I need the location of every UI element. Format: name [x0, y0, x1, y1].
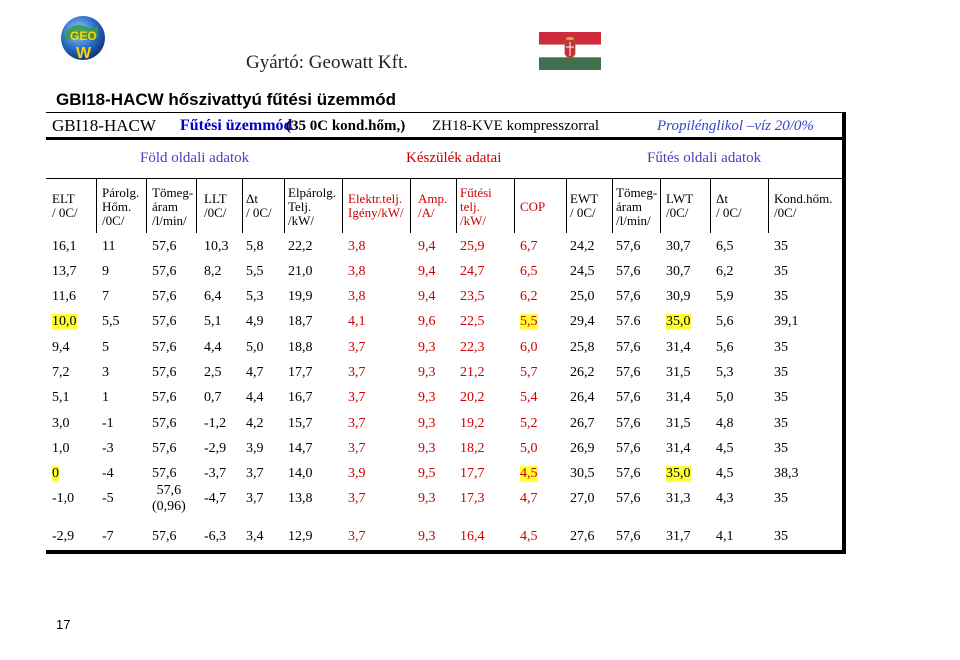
table-cell: 35 [774, 289, 788, 304]
table-cell: 9,5 [418, 466, 436, 481]
table-cell: 57,6 [152, 239, 177, 254]
table-cell: 57,6 (0,96) [152, 483, 186, 514]
table-cell: 17,7 [460, 466, 485, 481]
table-row [46, 483, 846, 514]
column-header: LWT /0C/ [666, 191, 694, 220]
table-cell: 9,3 [418, 390, 436, 405]
table-cell: 35 [774, 491, 788, 506]
table-cell: 19,9 [288, 289, 313, 304]
column-divider [768, 178, 769, 233]
table-cell: 9,3 [418, 441, 436, 456]
table-cell: 9,4 [418, 289, 436, 304]
table-cell: 5,7 [520, 365, 538, 380]
table-cell: 19,2 [460, 416, 485, 431]
table-header-bar [46, 112, 842, 140]
table-cell: 35 [774, 340, 788, 355]
condition-label: (35 0C kond.hőm,) [286, 118, 406, 134]
table-cell: 16,1 [52, 239, 77, 254]
table-cell: 57,6 [616, 416, 641, 431]
table-cell: 5,5 [520, 314, 538, 329]
mode-label: Fűtési üzemmód [180, 117, 293, 134]
table-cell: 30,5 [570, 466, 595, 481]
table-cell: 35 [774, 441, 788, 456]
table-cell: 6,2 [716, 264, 734, 279]
table-cell: 30,9 [666, 289, 691, 304]
table-cell: 57,6 [616, 491, 641, 506]
table-cell: -6,3 [204, 529, 227, 544]
table-cell: 57,6 [152, 314, 177, 329]
table-row [46, 308, 846, 333]
table-cell: 57,6 [616, 264, 641, 279]
table-cell: 39,1 [774, 314, 799, 329]
table-cell: 20,2 [460, 390, 485, 405]
table-row [46, 334, 846, 359]
table-cell: -4 [102, 466, 114, 481]
table-cell: 3,7 [246, 491, 264, 506]
table-cell: 9,4 [52, 340, 70, 355]
table-cell: 16,7 [288, 390, 313, 405]
table-cell: 4,1 [348, 314, 366, 329]
table-cell: 26,4 [570, 390, 595, 405]
column-header: Δt / 0C/ [246, 191, 272, 220]
table-cell: -1,0 [52, 491, 75, 506]
table-cell: 14,0 [288, 466, 313, 481]
table-cell: 24,7 [460, 264, 485, 279]
table-cell: 3,8 [348, 239, 366, 254]
column-header: Kond.hőm. /0C/ [774, 191, 833, 220]
manufacturer-text: Gyártó: Geowatt Kft. [246, 52, 408, 73]
table-cell: 3,7 [348, 390, 366, 405]
column-header: ELT / 0C/ [52, 191, 78, 220]
table-cell: 22,2 [288, 239, 313, 254]
table-row [46, 283, 846, 308]
table-cell: 9,3 [418, 340, 436, 355]
table-cell: 23,5 [460, 289, 485, 304]
table-cell: 26,9 [570, 441, 595, 456]
table-row [46, 460, 846, 485]
table-cell: 5,0 [716, 390, 734, 405]
table-cell: 5,4 [520, 390, 538, 405]
table-cell: 6,7 [520, 239, 538, 254]
table-cell: 4,2 [246, 416, 264, 431]
table-cell: 30,7 [666, 239, 691, 254]
table-cell: 6,0 [520, 340, 538, 355]
table-cell: 4,4 [246, 390, 264, 405]
column-header: Elektr.telj. Igény/kW/ [348, 191, 404, 220]
table-row [46, 258, 846, 283]
table-cell: 7 [102, 289, 109, 304]
table-cell: 27,6 [570, 529, 595, 544]
table-cell: 25,9 [460, 239, 485, 254]
table-cell: 9,6 [418, 314, 436, 329]
column-divider [710, 178, 711, 233]
table-cell: 57,6 [616, 289, 641, 304]
table-cell: 57,6 [152, 390, 177, 405]
table-cell: 57,6 [616, 466, 641, 481]
table-cell: 35 [774, 416, 788, 431]
table-cell: 35 [774, 529, 788, 544]
table-cell: -1,2 [204, 416, 227, 431]
column-divider [342, 178, 343, 233]
table-cell: 57,6 [616, 239, 641, 254]
table-row [46, 384, 846, 409]
table-cell: -3 [102, 441, 114, 456]
table-row [46, 233, 846, 258]
table-cell: 4,9 [246, 314, 264, 329]
table-cell: 4,5 [520, 466, 538, 481]
column-header: Amp. /A/ [418, 191, 448, 220]
table-cell: 3,9 [246, 441, 264, 456]
column-header: Fűtési telj. /kW/ [460, 185, 492, 228]
table-cell: 6,2 [520, 289, 538, 304]
table-cell: 3,7 [348, 529, 366, 544]
table-cell: 5,5 [102, 314, 120, 329]
table-cell: 3,9 [348, 466, 366, 481]
column-divider [456, 178, 457, 233]
column-divider [514, 178, 515, 233]
table-cell: 30,7 [666, 264, 691, 279]
table-cell: 3,7 [348, 365, 366, 380]
table-cell: 5,3 [246, 289, 264, 304]
table-cell: 24,5 [570, 264, 595, 279]
table-cell: 31,3 [666, 491, 691, 506]
table-cell: 12,9 [288, 529, 313, 544]
table-cell: 57,6 [616, 340, 641, 355]
table-cell: 35 [774, 239, 788, 254]
table-cell: 26,7 [570, 416, 595, 431]
table-cell: 5,6 [716, 340, 734, 355]
column-header: EWT / 0C/ [570, 191, 599, 220]
table-cell: 31,4 [666, 441, 691, 456]
table-cell: 4,8 [716, 416, 734, 431]
table-cell: 31,5 [666, 365, 691, 380]
table-cell: 14,7 [288, 441, 313, 456]
table-cell: 25,0 [570, 289, 595, 304]
hungarian-flag-icon [539, 32, 601, 70]
document-title: GBI18-HACW hőszivattyú fűtési üzemmód [56, 90, 397, 109]
table-cell: 1,0 [52, 441, 70, 456]
table-cell: 9 [102, 264, 109, 279]
table-cell: 57.6 [616, 314, 641, 329]
column-header: Tömeg- áram /l/min/ [616, 185, 658, 228]
table-cell: 9,3 [418, 416, 436, 431]
table-cell: 57,6 [616, 390, 641, 405]
table-cell: 3,7 [348, 491, 366, 506]
table-cell: 27,0 [570, 491, 595, 506]
table-cell: 57,6 [152, 365, 177, 380]
table-cell: 5,0 [246, 340, 264, 355]
table-cell: 57,6 [152, 529, 177, 544]
table-cell: 5,9 [716, 289, 734, 304]
table-cell: 8,2 [204, 264, 222, 279]
column-header: COP [520, 199, 546, 214]
column-header: LLT /0C/ [204, 191, 227, 220]
table-cell: 57,6 [152, 441, 177, 456]
table-cell: 10,3 [204, 239, 229, 254]
table-cell: 0,7 [204, 390, 222, 405]
table-cell: 35,0 [666, 314, 691, 329]
table-cell: 57,6 [616, 529, 641, 544]
column-header: Elpárolg. Telj. /kW/ [288, 185, 337, 228]
table-cell: -1 [102, 416, 114, 431]
table-cell: 4,1 [716, 529, 734, 544]
table-cell: 22,5 [460, 314, 485, 329]
column-divider [566, 178, 567, 233]
table-cell: 3,4 [246, 529, 264, 544]
table-cell: 3,7 [348, 441, 366, 456]
compressor-label: ZH18-KVE kompresszorral [432, 118, 600, 134]
table-cell: 5,1 [204, 314, 222, 329]
column-divider [410, 178, 411, 233]
table-cell: 1 [102, 390, 109, 405]
section-ground-side: Föld oldali adatok [140, 150, 250, 166]
section-unit-data: Készülék adatai [406, 150, 502, 166]
table-cell: 35,0 [666, 466, 691, 481]
table-cell: 18,2 [460, 441, 485, 456]
section-heating-side: Fűtés oldali adatok [647, 150, 762, 166]
table-cell: 3 [102, 365, 109, 380]
table-cell: 18,7 [288, 314, 313, 329]
table-cell: 26,2 [570, 365, 595, 380]
table-cell: 5,1 [52, 390, 70, 405]
brine-label: Propilénglikol –víz 20/0% [657, 118, 814, 134]
table-cell: 18,8 [288, 340, 313, 355]
table-row [46, 523, 846, 548]
table-cell: 6,5 [520, 264, 538, 279]
column-header: Párolg. Hőm. /0C/ [102, 185, 140, 228]
column-divider [96, 178, 97, 233]
column-header: Δt / 0C/ [716, 191, 742, 220]
table-row [46, 410, 846, 435]
table-cell: 6,5 [716, 239, 734, 254]
table-cell: 4,5 [716, 466, 734, 481]
table-cell: 35 [774, 390, 788, 405]
table-cell: 9,3 [418, 365, 436, 380]
table-cell: 4,5 [716, 441, 734, 456]
table-row [46, 435, 846, 460]
table-cell: 31,7 [666, 529, 691, 544]
table-cell: 3,0 [52, 416, 70, 431]
svg-text:GEO: GEO [70, 29, 97, 43]
table-cell: 3,7 [246, 466, 264, 481]
table-cell: 5,0 [520, 441, 538, 456]
table-cell: 13,8 [288, 491, 313, 506]
table-cell: 7,2 [52, 365, 70, 380]
table-cell: 11,6 [52, 289, 76, 304]
table-cell: -7 [102, 529, 114, 544]
table-cell: 57,6 [152, 416, 177, 431]
table-cell: -3,7 [204, 466, 227, 481]
table-cell: 9,4 [418, 239, 436, 254]
table-cell: 16,4 [460, 529, 485, 544]
table-cell: 57,6 [152, 264, 177, 279]
page-number: 17 [56, 617, 71, 632]
table-cell: 9,4 [418, 264, 436, 279]
table-cell: 2,5 [204, 365, 222, 380]
table-cell: 6,4 [204, 289, 222, 304]
column-divider [196, 178, 197, 233]
column-divider [660, 178, 661, 233]
table-cell: -2,9 [204, 441, 227, 456]
table-cell: 21,0 [288, 264, 313, 279]
table-cell: 5,5 [246, 264, 264, 279]
table-cell: 3,8 [348, 289, 366, 304]
table-cell: 3,7 [348, 340, 366, 355]
table-cell: 29,4 [570, 314, 595, 329]
table-cell: 11 [102, 239, 116, 254]
table-cell: 4,7 [246, 365, 264, 380]
table-cell: 21,2 [460, 365, 485, 380]
table-cell: 9,3 [418, 491, 436, 506]
table-cell: 4,4 [204, 340, 222, 355]
table-cell: 10,0 [52, 314, 77, 329]
table-cell: 5,8 [246, 239, 264, 254]
table-cell: 13,7 [52, 264, 77, 279]
column-divider [612, 178, 613, 233]
table-cell: 17,3 [460, 491, 485, 506]
table-cell: -4,7 [204, 491, 227, 506]
column-divider [242, 178, 243, 233]
table-cell: 4,7 [520, 491, 538, 506]
table-cell: 25,8 [570, 340, 595, 355]
table-cell: 15,7 [288, 416, 313, 431]
svg-text:W: W [76, 45, 92, 62]
table-cell: 35 [774, 264, 788, 279]
table-cell: 31,4 [666, 340, 691, 355]
table-cell: 5,3 [716, 365, 734, 380]
table-cell: 57,6 [152, 340, 177, 355]
table-cell: 57,6 [152, 466, 177, 481]
table-cell: 4,5 [520, 529, 538, 544]
table-cell: 9,3 [418, 529, 436, 544]
column-divider [146, 178, 147, 233]
table-cell: 0 [52, 466, 59, 481]
table-cell: 5,2 [520, 416, 538, 431]
table-cell: 4,3 [716, 491, 734, 506]
table-cell: 31,5 [666, 416, 691, 431]
table-cell: 17,7 [288, 365, 313, 380]
table-cell: 38,3 [774, 466, 799, 481]
table-cell: 22,3 [460, 340, 485, 355]
table-cell: 24,2 [570, 239, 595, 254]
table-cell: 57,6 [152, 289, 177, 304]
geowatt-logo [52, 12, 114, 68]
column-header: Tömeg- áram /l/min/ [152, 185, 194, 228]
table-cell: 5 [102, 340, 109, 355]
table-cell: 35 [774, 365, 788, 380]
table-cell: 3,8 [348, 264, 366, 279]
table-cell: -5 [102, 491, 114, 506]
model-label: GBI18-HACW [52, 116, 156, 135]
table-cell: 3,7 [348, 416, 366, 431]
table-cell: 5,6 [716, 314, 734, 329]
table-cell: -2,9 [52, 529, 75, 544]
table-cell: 57,6 [616, 441, 641, 456]
table-row [46, 359, 846, 384]
table-cell: 31,4 [666, 390, 691, 405]
table-cell: 57,6 [616, 365, 641, 380]
column-divider [284, 178, 285, 233]
